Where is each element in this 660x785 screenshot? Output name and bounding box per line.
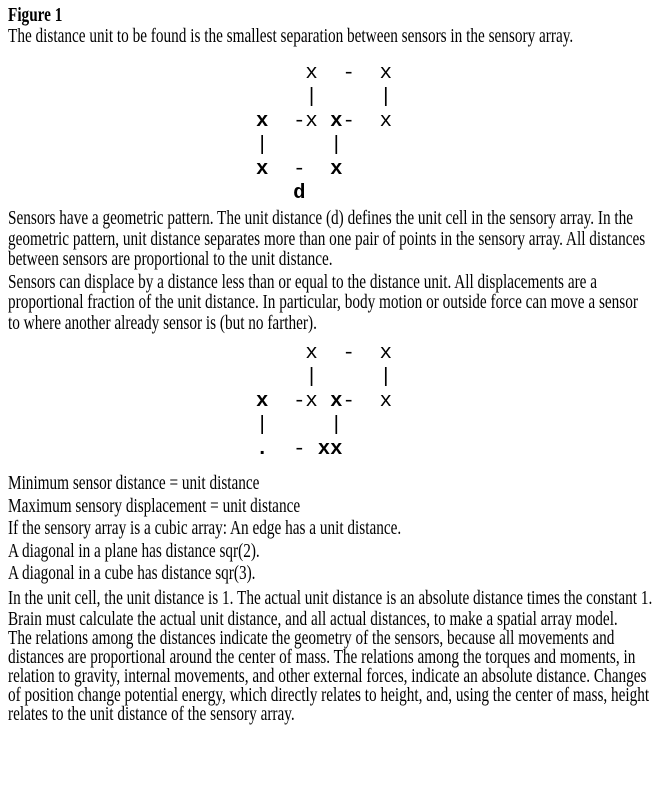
diagram-segment: - x [342,110,392,133]
diagram-segment: - x [342,390,392,413]
diagram-row [256,158,660,182]
sensor-array-diagram-bottom [256,342,660,462]
diagram-sensor-bold: x [256,390,269,413]
diagram-sensor-bold: d [293,182,306,205]
diagram-sensor-bold: x [256,158,269,181]
diagram-segment [256,182,293,205]
paragraph-geometric-pattern: Sensors have a geometric pattern. The unit distance (d) defines the unit cell in the sensory array. In the geometric pattern, unit distance separates more than one pair of points in the sensory array. All distances between sensors are proportional to the unit distance. [8,207,646,270]
diagram-segment: - [268,438,318,461]
sensor-array-diagram-top [256,62,660,206]
paragraph-unit-cell: In the unit cell, the unit distance is 1. The actual unit distance is an absolute distance times the constant 1. [8,587,653,609]
diagram-segment: x - x [256,62,392,85]
diagram-segment: -x [268,110,331,133]
diagram-segment: - [268,158,331,181]
diagram-segment: | | [256,414,343,437]
diagram-row [256,86,660,110]
intro-paragraph: The distance unit to be found is the smallest separation between sensors in the sensory array. [8,24,574,47]
diagram-row [256,62,660,86]
diagram-row [256,342,660,366]
diagram-segment: -x [268,390,331,413]
diagram-row [256,438,660,462]
statement-plane-diagonal: A diagonal in a plane has distance sqr(2). [8,539,260,562]
diagram-sensor-bold: xx [317,438,343,461]
diagram-row [256,414,660,438]
diagram-segment: | | [256,366,392,389]
diagram-row [256,366,660,390]
diagram-sensor-bold: . [256,438,269,461]
diagram-row [256,390,660,414]
diagram-row [256,182,660,206]
diagram-segment: | | [256,86,392,109]
diagram-sensor-bold: x [330,390,343,413]
statement-cube-diagonal: A diagonal in a cube has distance sqr(3). [8,562,256,584]
statement-minimum-distance: Minimum sensor distance = unit distance [8,472,260,494]
diagram-sensor-bold: x [330,158,343,181]
diagram-row [256,134,660,158]
paragraph-brain-calculation: Brain must calculate the actual unit distance, and all actual distances, to make a spatial array model. [8,607,618,630]
diagram-sensor-bold: x [256,110,269,133]
diagram-row [256,110,660,134]
figure-heading: Figure 1 [8,4,63,26]
statement-maximum-displacement: Maximum sensory displacement = unit distance [8,494,301,517]
diagram-segment: | | [256,134,343,157]
paragraph-displacement: Sensors can displace by a distance less than or equal to the distance unit. All displacements are a proportional fraction of the unit distance. In particular, body motion or outside force can move a sensor to where another already sensor is (but no farther). [8,270,638,334]
statement-cubic-array-edge: If the sensory array is a cubic array: An edge has a unit distance. [8,517,402,539]
diagram-segment: x - x [256,342,392,365]
paragraph-relations: The relations among the distances indicate the geometry of the sensors, because all movements and distances are proportional around the center of mass. The relations among the torques and moments, in relation to gravity, internal movements, and other external forces, indicate an absolute distance. Changes of position change potential energy, which directly relates to height, and, using the center of mass, height relates to the unit distance of the sensory array. [8,627,650,725]
diagram-sensor-bold: x [330,110,343,133]
